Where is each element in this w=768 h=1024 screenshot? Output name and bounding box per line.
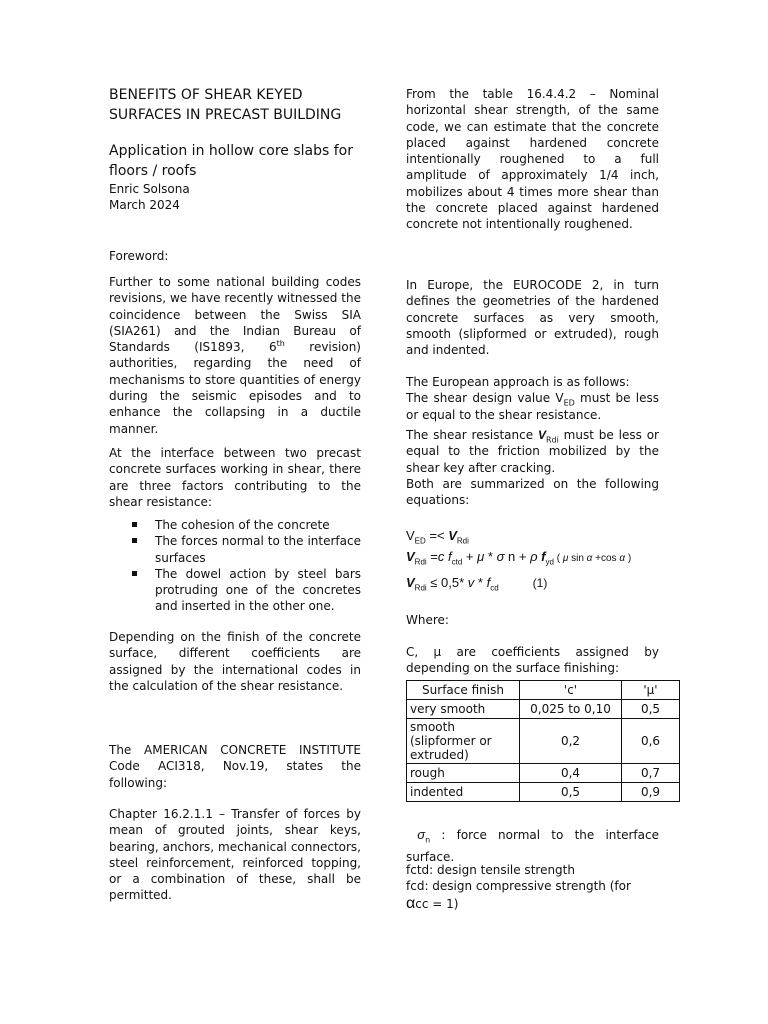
factor-list [109,517,361,615]
surface-finish-table [406,680,680,802]
shear-resistance-text: The shear resistance $V_{Rdi}$ must be less or equal to the friction mobilized by the shear key after cracking. Both are summarized on the following equations: [406,428,659,508]
shear-design-text: The shear design value $V_{ED}$ must be less or equal to the shear resistance. [406,391,659,422]
date: March 2024 [109,198,180,212]
table-cell: 0,2 [520,719,622,764]
table-cell: 0,025 to 0,10 [520,700,622,719]
header-cell: 'μ' [622,681,680,700]
table-row [407,783,680,802]
acc-definition: αcc = 1) [406,895,459,912]
table-cell: rough [407,764,520,783]
equation-number: (1) [532,576,548,590]
header-cell: Surface finish [407,681,520,700]
header-cell: 'c' [520,681,622,700]
table-row [407,700,680,719]
eurocode-paragraph: In Europe, the EUROCODE 2, in turn defines the geometries of the hardened concrete surfaces as very smooth, smooth (slipformed or extruded), rough and indented. [406,278,659,358]
equation-2: $V_{Rdi} =c$ $f_{ctd} + \mu * \sigma$ n + ρ $f_{yd}$ ( μ sin α +cos α ) [406,549,632,567]
table-row [407,764,680,783]
bullet-square-icon [132,571,137,576]
coefficients-paragraph: Depending on the finish of the concrete surface, different coefficients are assigned by the international codes in the calculation of the shear resistance. [109,630,361,693]
equation-3: $V_{Rdi} \le 0,5*$ v * $f_{cd}$ (1) [406,575,548,593]
table-header-row [407,681,680,700]
equation-1: $V_{ED} =< V_{Rdi}$ [406,528,469,546]
foreword-paragraph: Further to some national building codes revisions, we have recently witnessed the coincidence between the Swiss SIA (SIA261) and the Indian Bureau of Standards (IS1893, 6th revision) authorities, regarding the need of mechanisms to store quantities of energy during the seismic episodes and to enhance the collapsing in a ductile manner. [109,275,361,436]
list-item: The cohesion of the concrete [109,517,361,533]
table-cell: 0,5 [622,700,680,719]
table-cell: 0,7 [622,764,680,783]
bullet-square-icon [132,538,137,543]
european-approach [406,374,659,423]
sigma-definition: $\sigma_n$ : force normal to the interface surface. [406,827,659,864]
list-item: The forces normal to the interface surfaces [109,533,361,566]
approach-intro: The European approach is as follows: [406,375,630,389]
table-reference-paragraph: From the table 16.4.4.2 – Nominal horizontal shear strength, of the same code, we can estimate that the concrete placed against hardened concrete intentionally roughened to a full amplitude of approximately 1/4 inch, mobilizes about 4 times more shear than the concrete placed against hardened concrete not intentionally roughened. [406,87,659,232]
bullet-square-icon [132,522,137,527]
table-cell: 0,5 [520,783,622,802]
aci-paragraph: The AMERICAN CONCRETE INSTITUTE Code ACI318, Nov.19, states the following: [109,743,361,790]
where-label: Where: [406,613,449,627]
table-cell: smooth (slipformer or extruded) [407,719,520,764]
table-cell: very smooth [407,700,520,719]
fctd-definition: fctd: design tensile strength [406,863,575,877]
table-cell: 0,9 [622,783,680,802]
chapter-paragraph: Chapter 16.2.1.1 – Transfer of forces by mean of grouted joints, shear keys, bearing, anchors, mechanical connectors, steel reinforcement, reinforced topping, or a combination of these, shall be permitted. [109,807,361,903]
summary-text: Both are summarized on the following equations: [406,476,659,508]
table-cell: indented [407,783,520,802]
document-subtitle: Application in hollow core slabs for floors / roofs [109,143,353,179]
table-cell: 0,6 [622,719,680,764]
author: Enric Solsona [109,182,190,196]
table-row [407,719,680,764]
document-title: BENEFITS OF SHEAR KEYED SURFACES IN PRECAST BUILDING [109,87,342,123]
foreword-heading: Foreword: [109,249,169,263]
coefficient-intro: C, μ are coefficients assigned by depending on the surface finishing: [406,645,659,676]
list-item: The dowel action by steel bars protruding one of the concretes and inserted in the other one. [109,566,361,615]
table-cell: 0,4 [520,764,622,783]
interface-paragraph: At the interface between two precast concrete surfaces working in shear, there are three factors contributing to the shear resistance: [109,446,361,509]
fcd-definition: fcd: design compressive strength (for [406,879,631,893]
